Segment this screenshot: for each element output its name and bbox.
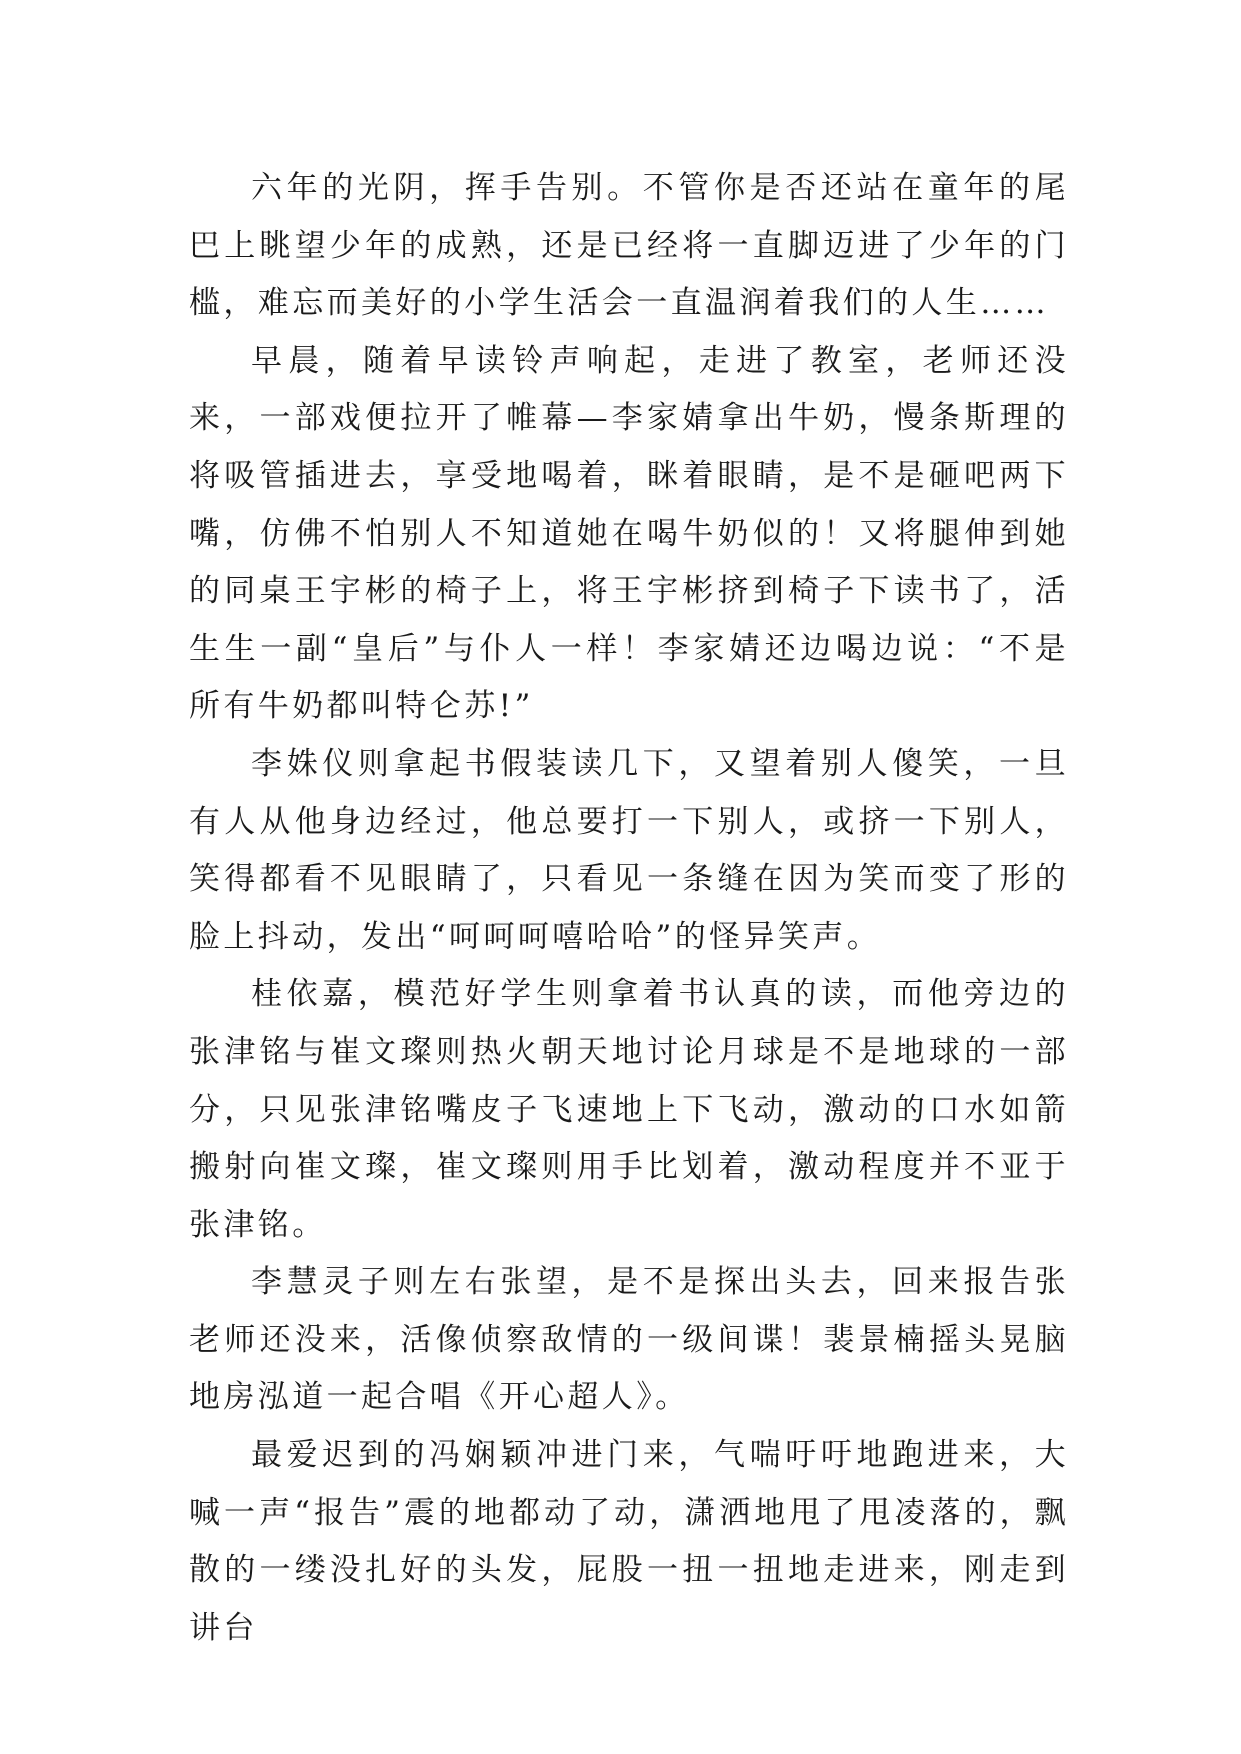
paragraph-3: 李姝仪则拿起书假装读几下，又望着别人傻笑，一旦有人从他身边经过，他总要打一下别人，或挤一下别人，笑得都看不见眼睛了，只看见一条缝在因为笑而变了形的脸上抖动，发出“呵呵呵嘻哈哈”的怪异笑声。 — [189, 745, 1069, 955]
essay-body — [189, 160, 1069, 1657]
paragraph-1: 六年的光阴，挥手告别。不管你是否还站在童年的尾巴上眺望少年的成熟，还是已经将一直脚迈进了少年的门槛，难忘而美好的小学生活会一直温润着我们的人生…… — [189, 170, 1069, 322]
paragraph-4: 桂依嘉，模范好学生则拿着书认真的读，而他旁边的张津铭与崔文璨则热火朝天地讨论月球是不是地球的一部分，只见张津铭嘴皮子飞速地上下飞动，激动的口水如箭搬射向崔文璨，崔文璨则用手比划着，激动程度并不亚于张津铭。 — [189, 976, 1069, 1243]
paragraph-2: 早晨，随着早读铃声响起，走进了教室，老师还没来，一部戏便拉开了帷幕—李家婧拿出牛奶，慢条斯理的将吸管插进去，享受地喝着，眯着眼睛，是不是砸吧两下嘴，仿佛不怕别人不知道她在喝牛奶似的！又将腿伸到她的同桌王宇彬的椅子上，将王宇彬挤到椅子下读书了，活生生一副“皇后”与仆人一样！李家婧还边喝边说：“不是所有牛奶都叫特仑苏!” — [189, 342, 1069, 725]
paragraph-6: 最爱迟到的冯娴颖冲进门来，气喘吁吁地跑进来，大喊一声“报告”震的地都动了动，潇洒地甩了甩凌落的，飘散的一缕没扎好的头发，屁股一扭一扭地走进来，刚走到讲台 — [189, 1437, 1069, 1646]
paragraph-5: 李慧灵子则左右张望，是不是探出头去，回来报告张老师还没来，活像侦察敌情的一级间谍！裴景楠摇头晃脑地房泓道一起合唱《开心超人》。 — [189, 1264, 1069, 1416]
